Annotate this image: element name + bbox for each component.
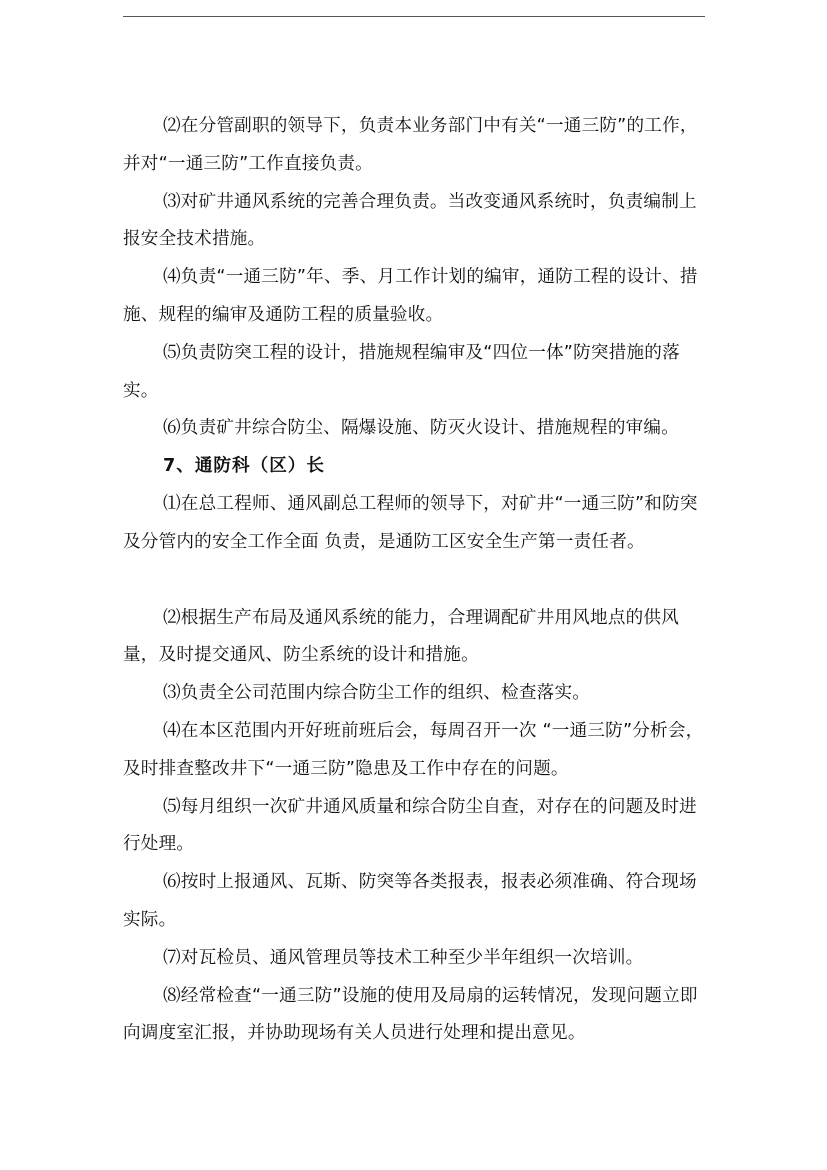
header-rule <box>123 16 705 17</box>
paragraph-section-a-item-6: ⑹负责矿井综合防尘、隔爆设施、防灭火设计、措施规程的审编。 <box>163 418 680 439</box>
paragraph-section-7-item-2: ⑵根据生产布局及通风系统的能力，合理调配矿井用风地点的供风量，及时提交通风、防尘系统的设计和措施。 <box>123 607 680 666</box>
document-body <box>123 108 713 1053</box>
paragraph-section-7-item-8: ⑻经常检查“一通三防”设施的使用及局扇的运转情况，发现问题立即向调度室汇报，并协助现场有关人员进行处理和提出意见。 <box>123 985 698 1044</box>
paragraph-section-a-item-5: ⑸负责防突工程的设计，措施规程编审及“四位一体”防突措施的落实。 <box>123 342 680 401</box>
paragraph-section-7-item-1: ⑴在总工程师、通风副总工程师的领导下，对矿井“一通三防”和防突及分管内的安全工作全面 负责，是通防工区安全生产第一责任者。 <box>123 493 698 552</box>
section-7-heading: 7、通防科（区）长 <box>163 456 325 477</box>
paragraph-section-a-item-2: ⑵在分管副职的领导下，负责本业务部门中有关“一通三防”的工作，并对“一通三防”工作直接负责。 <box>123 116 698 174</box>
paragraph-section-7-item-7: ⑺对瓦检员、通风管理员等技术工种至少半年组织一次培训。 <box>163 947 644 968</box>
paragraph-section-a-item-4: ⑷负责“一通三防”年、季、月工作计划的编审，通防工程的设计、措施、规程的编审及通防工程的质量验收。 <box>123 267 698 325</box>
paragraph-section-7-item-3: ⑶负责全公司范围内综合防尘工作的组织、检查落实。 <box>163 683 591 704</box>
paragraph-section-7-item-6: ⑹按时上报通风、瓦斯、防突等各类报表，报表必须准确、符合现场实际。 <box>123 872 697 930</box>
paragraph-section-7-item-5: ⑸每月组织一次矿井通风质量和综合防尘自查，对存在的问题及时进行处理。 <box>123 796 697 855</box>
blank-line <box>123 562 713 600</box>
paragraph-section-a-item-3: ⑶对矿井通风系统的完善合理负责。当改变通风系统时，负责编制上报安全技术措施。 <box>123 191 697 250</box>
paragraph-section-7-item-4: ⑷在本区范围内开好班前班后会，每周召开一次 “一通三防”分析会，及时排查整改井下“一通三防”隐患及工作中存在的问题。 <box>123 720 704 779</box>
